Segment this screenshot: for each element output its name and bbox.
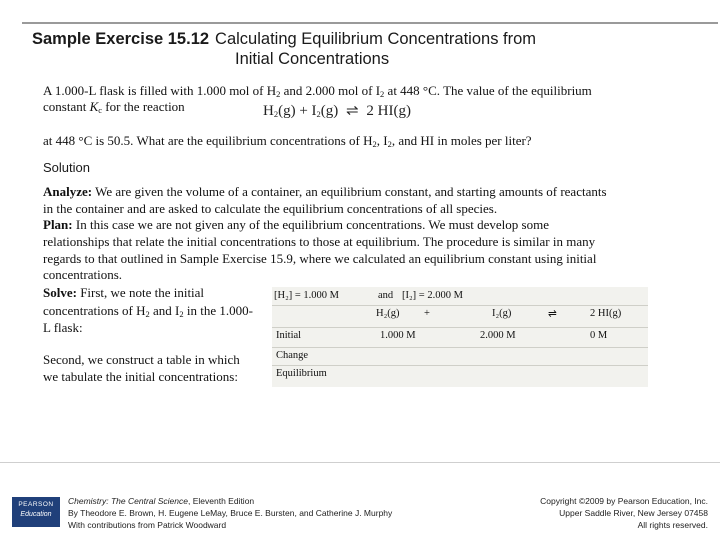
table-col-h2: H₂(g)	[376, 308, 400, 319]
rights-line: All rights reserved.	[637, 520, 708, 530]
analyze-line-1: Analyze: We are given the volume of a container, an equilibrium constant, and starting amounts of reactants	[43, 184, 607, 199]
analyze-line-2: in the container and are asked to calculate the equilibrium concentrations of all species.	[43, 201, 498, 216]
copyright-line: Copyright ©2009 by Pearson Education, Inc.	[540, 496, 708, 506]
initial-hi: 0 M	[590, 330, 608, 341]
solve-line-2: concentrations of $H_2$ and $I_2$ in the 1.000-	[43, 303, 253, 319]
equilibrium-arrow-icon: ⇌	[346, 103, 359, 119]
pearson-logo: PEARSON Education	[12, 497, 60, 527]
second-line-1: Second, we construct a table in which	[43, 352, 240, 367]
problem-line-1: A 1.000-L flask is filled with 1.000 mol of $H_2$ and 2.000 mol of $I_2$ at 448 °C. The value of the equilibrium	[43, 83, 592, 99]
row-label-initial: Initial	[276, 330, 302, 341]
solve-line-1: Solve: First, we note the initial	[43, 285, 205, 300]
table-arrow-icon: ⇌	[548, 309, 557, 320]
title-line-2: Initial Concentrations	[235, 50, 390, 68]
plan-line-1: Plan: In this case we are not given any of the equilibrium concentrations. We must develop some	[43, 217, 549, 232]
ice-table	[272, 287, 648, 387]
book-authors: By Theodore E. Brown, H. Eugene LeMay, Bruce E. Bursten, and Catherine J. Murphy	[68, 508, 393, 518]
reaction-equation: $H_2(g) + I_2(g)$ ⇌ 2 HI(g)	[263, 103, 411, 119]
table-col-hi: 2 HI(g)	[590, 308, 622, 319]
solution-heading: Solution	[43, 160, 90, 175]
table-plus: +	[424, 308, 430, 319]
footer-divider	[0, 462, 720, 463]
plan-line-4: concentrations.	[43, 267, 123, 282]
row-label-equilibrium: Equilibrium	[276, 368, 327, 379]
footer-book-info: Chemistry: The Central Science, Eleventh Edition By Theodore E. Brown, H. Eugene LeMay, Bruce E. Bursten, and Catherine J. Murphy With contributions from Patrick Woodward	[68, 496, 393, 530]
book-contributions: With contributions from Patrick Woodward	[68, 520, 227, 530]
problem-line-2: constant $K_c$ for the reaction	[43, 99, 185, 115]
slide-title	[32, 29, 536, 69]
problem-line-3: at 448 °C is 50.5. What are the equilibrium concentrations of $H_2$, $I_2$, and HI in moles per liter?	[43, 133, 532, 149]
second-line-2: we tabulate the initial concentrations:	[43, 369, 238, 384]
initial-h2: 1.000 M	[380, 330, 416, 341]
footer-copyright	[540, 495, 708, 531]
exercise-label: Sample Exercise 15.12	[32, 30, 210, 48]
plan-line-3: regards to that outlined in Sample Exercise 15.9, where we calculated an equilibrium constant using initial	[43, 251, 597, 266]
conc-h2: [H₂] = 1.000 M	[274, 290, 339, 301]
table-col-i2: I₂(g)	[492, 308, 512, 319]
address-line: Upper Saddle River, New Jersey 07458	[559, 508, 708, 518]
book-title: Chemistry: The Central Science	[68, 496, 188, 506]
title-line-1: Calculating Equilibrium Concentrations from	[215, 30, 537, 48]
initial-i2: 2.000 M	[480, 330, 516, 341]
conc-i2: [I₂] = 2.000 M	[402, 290, 463, 301]
top-rule	[22, 22, 718, 24]
conc-and: and	[378, 290, 394, 301]
plan-line-2: relationships that relate the initial concentrations to those at equilibrium. The procedure is similar in many	[43, 234, 596, 249]
row-label-change: Change	[276, 350, 309, 361]
solve-line-3: L flask:	[43, 320, 83, 335]
